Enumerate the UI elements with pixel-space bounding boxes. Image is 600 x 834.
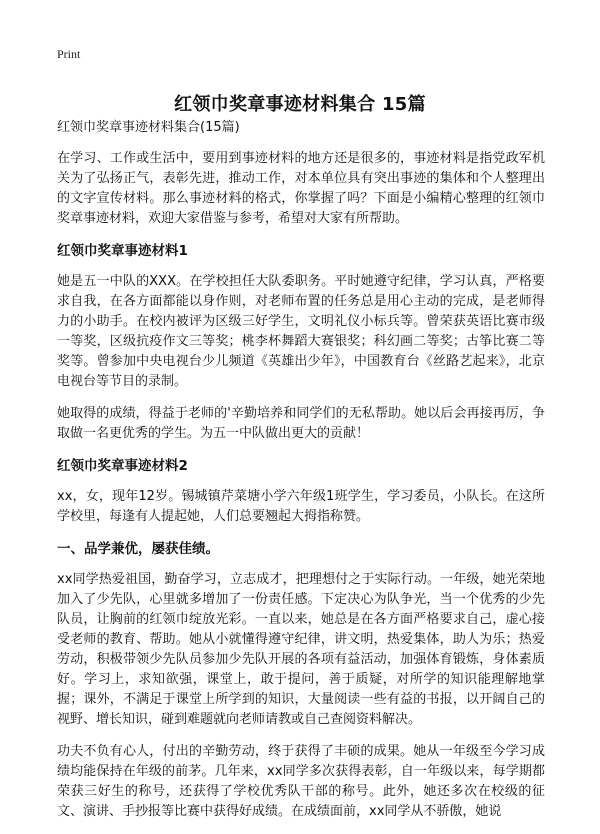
- section-1-paragraph-1: 她是五一中队的XXX。在学校担任大队委职务。平时她遵守纪律，学习认真，严格要求自我，在各方面都能以身作则，对老师布置的任务总是用心主动的完成，是老师得力的小助手。在校内被评为区级三好学生，文明礼仪小标兵等。曾荣获英语比赛市级一等奖，区级抗疫作文三等奖；桃李杯舞蹈大赛银奖；科幻画二等奖；古筝比赛二等奖等。曾参加中央电视台少儿频道《英雄出少年》，中国教育台《丝路艺起来》，北京电视台等节目的录制。: [57, 274, 545, 389]
- intro-paragraph: 在学习、工作或生活中，要用到事迹材料的地方还是很多的，事迹材料是指党政军机关为了弘扬正气，表彰先进，推动工作，对本单位具有突出事迹的集体和个人整理出的文字宣传材料。那么事迹材料的格式，你掌握了吗？下面是小编精心整理的红领巾奖章事迹材料，欢迎大家借鉴与参考，希望对大家有所帮助。: [57, 151, 545, 226]
- document-title: 红领巾奖章事迹材料集合 15篇: [174, 94, 426, 116]
- section-2-paragraph-1: xx，女，现年12岁。锡城镇芹菜塘小学六年级1班学生，学习委员，小队长。在这所学校里，每逢有人提起她，人们总要翘起大拇指称赞。: [57, 489, 545, 524]
- document-body: [57, 118, 545, 834]
- print-label: Print: [57, 47, 81, 61]
- section-1-heading: 红领巾奖章事迹材料1: [57, 243, 188, 259]
- section-2-paragraph-3: 功夫不负有心人，付出的辛勤劳动，终于获得了丰硕的成果。她从一年级至今学习成绩均能保持在年级的前茅。几年来，xx同学多次获得表彰，自一年级以来，每学期都荣获三好生的称号，还获得了学校优秀队干部的称号。此外，她还多次在校级的征文、演讲、手抄报等比赛中获得好成绩。在成绩面前，xx同学从不骄傲，她说: [57, 744, 545, 819]
- section-2-paragraph-2: xx同学热爱祖国，勤奋学习，立志成才，把理想付之于实际行动。一年级，她光荣地加入了少先队，心里就多增加了一份责任感。下定决心为队争光，当一个优秀的少先队员，让胸前的红领巾绽放光彩。一直以来，她总是在各方面严格要求自己，虚心接受老师的教育、帮助。她从小就懂得遵守纪律，讲文明，热爱集体，助人为乐；热爱劳动，积极带领少先队员参加少先队开展的各项有益活动，加强体育锻炼，身体素质好。学习上，求知欲强，课堂上，敢于提问，善于质疑，对所学的知识能理解地掌握；课外，不满足于课堂上所学到的知识，大量阅读一些有益的书报，以开阔自己的视野、增长知识，碰到难题就向老师请教或自己查阅资料解决。: [57, 572, 545, 727]
- document-subtitle: 红领巾奖章事迹材料集合(15篇): [57, 120, 240, 135]
- section-1-paragraph-2: 她取得的成绩，得益于老师的'辛勤培养和同学们的无私帮助。她以后会再接再厉，争取做一名更优秀的学生。为五一中队做出更大的贡献！: [57, 406, 545, 441]
- section-2-heading: 红领巾奖章事迹材料2: [57, 458, 188, 474]
- section-2-subheading: 一、品学兼优，屡获佳绩。: [57, 541, 219, 557]
